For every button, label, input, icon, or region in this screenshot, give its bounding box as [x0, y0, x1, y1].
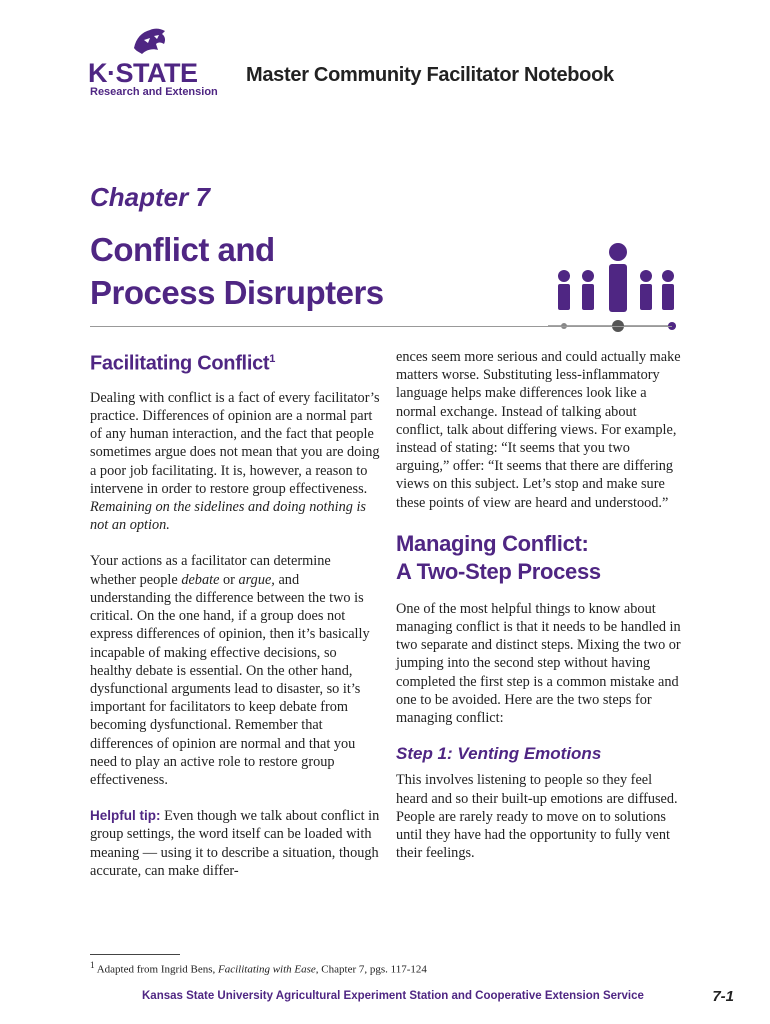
paragraph-step1: This involves listening to people so they feel heard and so their built-up emotions are diffused. People are rarely ready to move on to solutions until they have had the opportunity to fully vent their feelings.: [396, 772, 678, 862]
subheading-step1: Step 1: Venting Emotions: [396, 744, 602, 764]
section-heading-managing: Managing Conflict: A Two-Step Process: [396, 530, 601, 584]
section-heading-facilitating: Facilitating Conflict$^1$: [90, 352, 276, 375]
logo-subtitle: Research and Extension: [90, 86, 218, 98]
footnote-divider: [90, 954, 180, 955]
page-title: [90, 228, 384, 314]
notebook-title: Master Community Facilitator Notebook: [246, 64, 614, 86]
logo-wordmark: K·STATE: [88, 58, 198, 88]
paragraph-intro: Dealing with conflict is a fact of every facilitator’s practice. Differences of opinion are a normal part of any human interaction, and the fact that people sometimes argue does not mean that you are doing a poor job facilitating. It is, however, a reason to intervene in order to restore group effectiveness. Remaining on the sidelines and doing nothing is not an option.: [90, 389, 380, 534]
paragraph-helpful-tip: Helpful tip: Even though we talk about conflict in group settings, the word itself can be loaded with meaning — using it to describe a situation, though accurate, can make differ-: [90, 808, 380, 879]
paragraph-debate: Your actions as a facilitator can determine whether people debate or argue, and understanding the difference between the two is critical. On the one hand, if a group does not express differences of opinion, then it’s basically incapable of making effective decisions, so healthy debate is essential. On the other hand, dysfunctional arguments lead to disaster, so it’s important for facilitators to keep debate from becoming dysfunctional. Remember that differences of opinion are normal and that you need to play an active role to restore group effectiveness.: [90, 553, 370, 788]
footnote-ref: 1: [269, 353, 276, 365]
right-column: [396, 348, 686, 880]
paragraph-managing: One of the most helpful things to know about managing conflict is that it needs to be handled in two separate and distinct steps. Mixing the two or jumping into the second step without having completed the first step is a common mistake and one to be avoided. Here are the two steps for managing conflict:: [396, 600, 681, 727]
chapter-label: Chapter 7: [90, 182, 210, 212]
footnote: $^1$ Adapted from Ingrid Bens, Facilitating with Ease, Chapter 7, pgs. 117-124: [90, 960, 427, 976]
left-column: [90, 350, 380, 898]
page-title-line1: Conflict and: [90, 231, 275, 268]
people-group-icon: [548, 240, 676, 336]
wildcat-icon: [132, 26, 168, 56]
footer-institution: Kansas State University Agricultural Experiment Station and Cooperative Extension Service: [142, 990, 644, 1002]
paragraph-continued: ences seem more serious and could actually make matters worse. Substituting less-inflammatory language helps make differences look like a normal exchange. Instead of talking about conflict, talk about differing views. For example, instead of stating: “It seems that you two arguing,” offer: “It seems that there are differing views on this subject. Let’s stop and make sure these points of view are heard and understood.”: [396, 349, 681, 511]
page-title-line2: Process Disrupters: [90, 274, 384, 311]
page-number: 7-1: [712, 988, 734, 1005]
tip-label: Helpful tip:: [90, 808, 161, 824]
title-divider: [90, 326, 672, 327]
